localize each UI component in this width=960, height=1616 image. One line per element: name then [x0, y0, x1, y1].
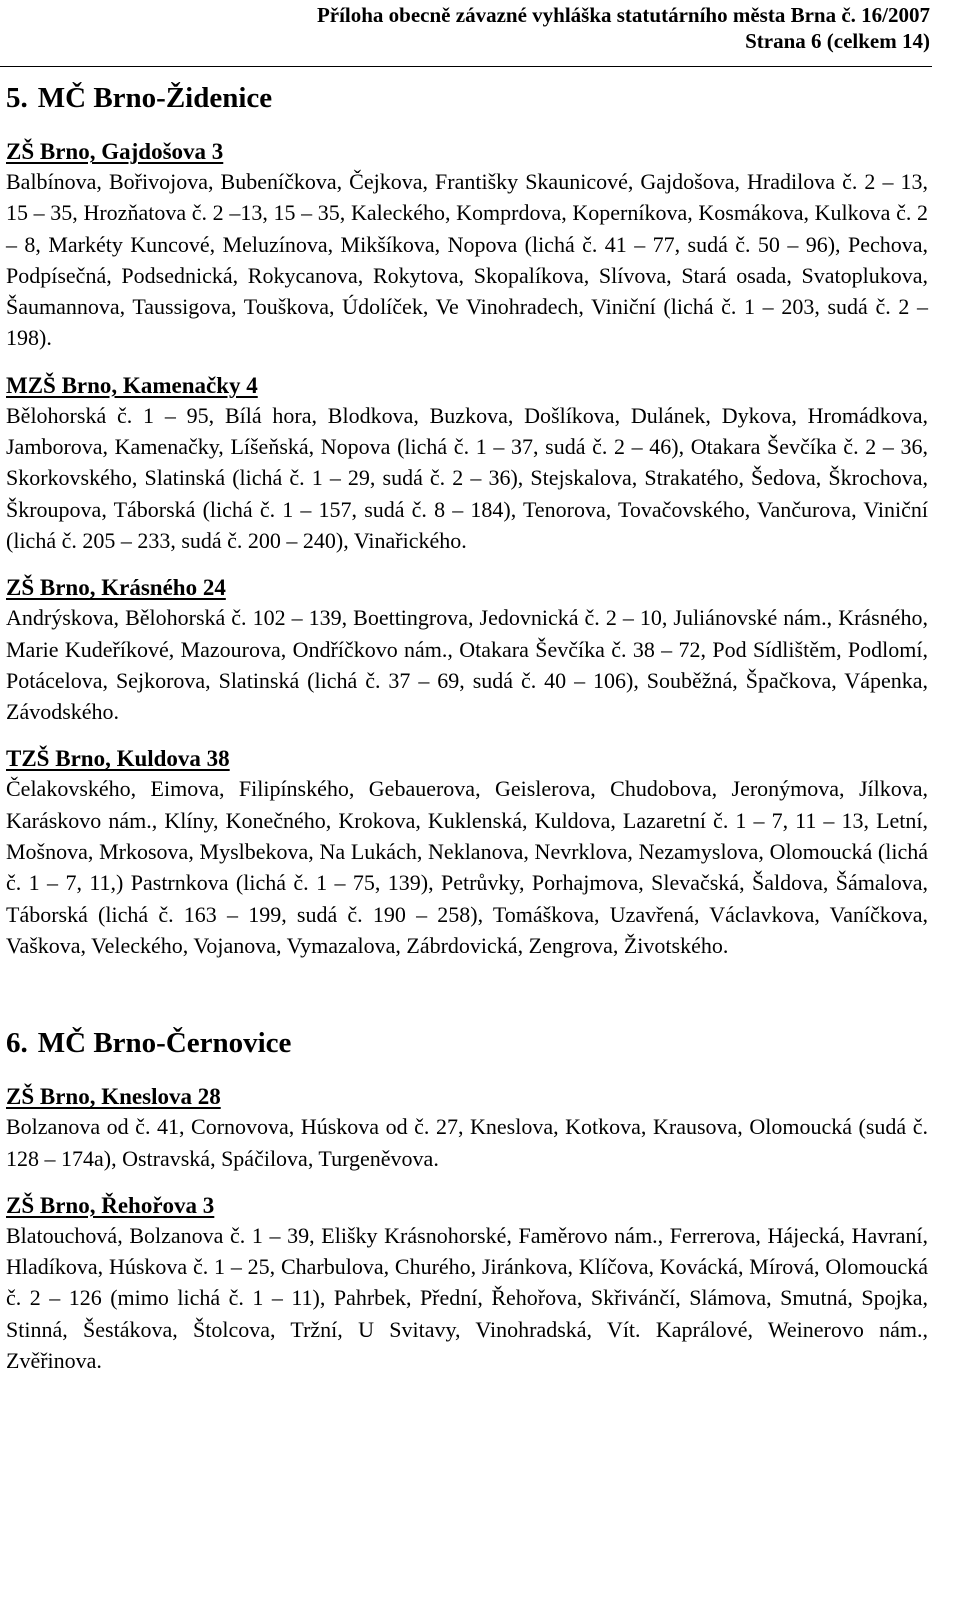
district-title: MČ Brno-Židenice [37, 82, 273, 114]
district-heading-zidenice [6, 74, 928, 122]
district-heading-cernovice [6, 1019, 928, 1067]
school-heading-krasneho: ZŠ Brno, Krásného 24 [6, 575, 226, 601]
street-list-gajdosova: Balbínova, Bořivojova, Bubeníčkova, Čejkova, Františky Skaunicové, Gajdošova, Hradilova č. 2 – 13, 15 – 35, Hrozňatova č. 2 –13, 15 – 35, Kaleckého, Komprdova, Koperníkova, Kosmákova, Kulkova č. 2 – 8, Markéty Kuncové, Meluzínova, Mikšíkova, Nopova (lichá č. 41 – 77, sudá č. 50 – 96), Pechova, Podpísečná, Podsednická, Rokycanova, Rokytova, Skopalíkova, Slívova, Stará osada, Svatoplukova, Šaumannova, Taussigova, Touškova, Údolíček, Ve Vinohradech, Viniční (lichá č. 1 – 203, sudá č. 2 – 198). [6, 169, 928, 351]
street-list-kuldova: Čelakovského, Eimova, Filipínského, Gebauerova, Geislerova, Chudobova, Jeronýmova, Jílkova, Karáskovo nám., Klíny, Konečného, Krokova, Kuklenská, Kuldova, Lazaretní č. 1 – 7, 11 – 13, Letní, Mošnova, Mrkosova, Myslbekova, Na Lukách, Neklanova, Nevrklova, Nezamyslova, Olomoucká (lichá č. 1 – 7, 11,) Pastrnkova (lichá č. 1 – 75, 139), Petrůvky, Porhajmova, Slevačská, Šaldova, Šámalova, Táborská (lichá č. 163 – 199, sudá č. 190 – 258), Tomáškova, Uzavřená, Václavkova, Vaníčkova, Vaškova, Veleckého, Vojanova, Vymazalova, Zábrdovická, Zengrova, Životského. [6, 776, 928, 958]
street-list-kneslova: Bolzanova od č. 41, Cornovova, Húskova od č. 27, Kneslova, Kotkova, Krausova, Olomoucká (sudá č. 128 – 174a), Ostravská, Spáčilova, Turgeněvova. [6, 1114, 928, 1171]
street-list-kamenacky: Bělohorská č. 1 – 95, Bílá hora, Blodkova, Buzkova, Došlíkova, Dulánek, Dykova, Hromádkova, Jamborova, Kamenačky, Líšeňská, Nopova (lichá č. 1 – 37, sudá č. 2 – 46), Otakara Ševčíka č. 2 – 36, Skorkovského, Slatinská (lichá č. 1 – 29, sudá č. 2 – 36), Stejskalova, Strakatého, Šedova, Škrochova, Škroupova, Táborská (lichá č. 1 – 157, sudá č. 8 – 184), Tenorova, Tovačovského, Vančurova, Viniční (lichá č. 205 – 233, sudá č. 200 – 240), Vinařického. [6, 402, 928, 553]
street-list-krasneho: Andrýskova, Bělohorská č. 102 – 139, Boettingrova, Jedovnická č. 2 – 10, Juliánovské nám., Krásného, Marie Kudeříkové, Mazourova, Ondříčkovo nám., Otakara Ševčíka č. 38 – 72, Pod Sídlištěm, Podlomí, Potácelova, Sejkorova, Slatinská (lichá č. 37 – 69, sudá č. 40 – 106), Souběžná, Špačkova, Vápenka, Závodského. [6, 605, 928, 725]
header-rule [0, 66, 932, 67]
district-title: MČ Brno-Černovice [37, 1027, 292, 1060]
district-number: 5. [6, 82, 28, 114]
header-page-number: Strana 6 (celkem 14) [745, 29, 930, 53]
school-heading-kamenacky: MZŠ Brno, Kamenačky 4 [6, 372, 258, 398]
document-body [6, 74, 928, 1376]
street-list-rehorova: Blatouchová, Bolzanova č. 1 – 39, Elišky Krásnohorské, Faměrovo nám., Ferrerova, Hájecká, Havraní, Hladíkova, Húskova č. 1 – 25, Charbulova, Churého, Jiránkova, Klíčova, Kovácká, Mírová, Olomoucká č. 2 – 126 (mimo lichá č. 1 – 11), Pahrbek, Přední, Řehořova, Skřivánčí, Slámova, Smutná, Spojka, Stinná, Šestákova, Štolcova, Tržní, U Svitavy, Vinohradská, Vít. Kaprálové, Weinerovo nám., Zvěřinova. [6, 1222, 928, 1374]
school-heading-rehorova: ZŠ Brno, Řehořova 3 [6, 1192, 215, 1218]
district-number: 6. [6, 1027, 28, 1060]
page-header [317, 2, 930, 54]
school-heading-gajdosova: ZŠ Brno, Gajdošova 3 [6, 139, 224, 164]
school-heading-kneslova: ZŠ Brno, Kneslova 28 [6, 1084, 221, 1110]
header-title: Příloha obecně závazné vyhláška statutárního města Brna č. 16/2007 [316, 3, 930, 27]
school-heading-kuldova: TZŠ Brno, Kuldova 38 [6, 746, 230, 772]
